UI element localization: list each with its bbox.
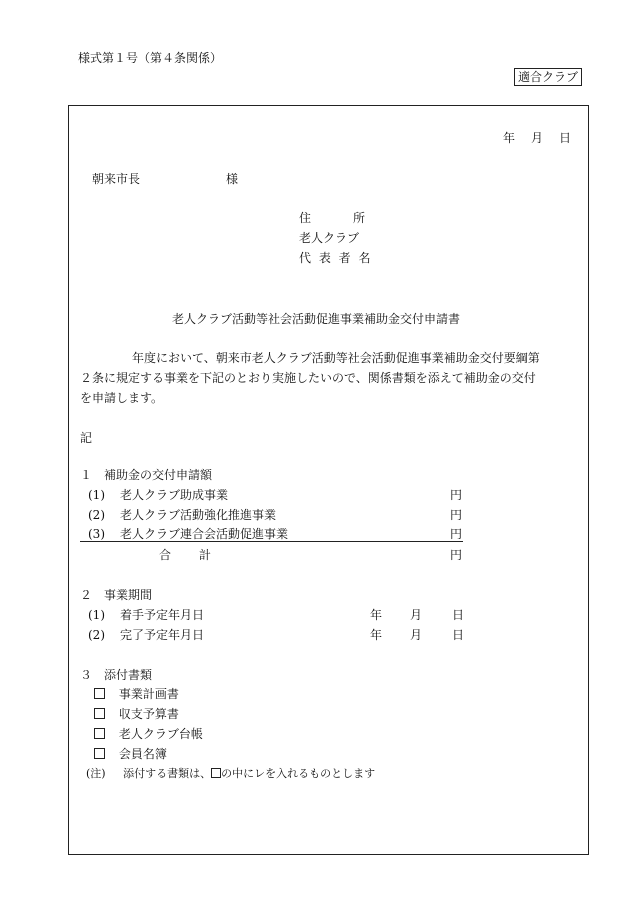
address-label-1: 住 xyxy=(299,211,312,225)
body-paragraph xyxy=(80,348,588,408)
section1-item2-unit: 円 xyxy=(450,508,463,522)
checkbox-symbol-icon xyxy=(211,768,221,778)
ki-marker: 記 xyxy=(80,431,93,445)
checkbox[interactable] xyxy=(94,748,105,759)
section2-item2-month: 月 xyxy=(410,628,423,642)
section3-heading: ３ 添付書類 xyxy=(80,668,153,682)
section2-item2-num: (2) xyxy=(88,628,105,642)
checkbox[interactable] xyxy=(94,688,105,699)
section1-item3-num: (3) xyxy=(88,527,105,541)
attachment-note xyxy=(86,766,375,782)
checkbox[interactable] xyxy=(94,728,105,739)
section2-item1-year: 年 xyxy=(370,608,383,622)
total-label-2: 計 xyxy=(199,548,212,562)
section1-item2-label: 老人クラブ活動強化推進事業 xyxy=(120,508,277,522)
section1-heading: １ 補助金の交付申請額 xyxy=(80,468,213,482)
addressee-name: 朝来市長 xyxy=(92,172,141,186)
section2-item1-day: 日 xyxy=(452,608,465,622)
note-text-pre: 添付する書類は、 xyxy=(123,767,212,780)
club-type-badge: 適合クラブ xyxy=(514,68,582,86)
date-day: 日 xyxy=(559,131,572,145)
section1-item3-label: 老人クラブ連合会活動促進事業 xyxy=(120,527,289,541)
section1-item2-num: (2) xyxy=(88,508,105,522)
section1-item3-unit: 円 xyxy=(450,527,463,541)
body-line-2: ２条に規定する事業を下記のとおり実施したいので、関係書類を添えて補助金の交付 xyxy=(80,371,536,385)
section2-item1-num: (1) xyxy=(88,608,105,622)
document-title: 老人クラブ活動等社会活動促進事業補助金交付申請書 xyxy=(172,312,461,326)
section2-item2-label: 完了予定年月日 xyxy=(120,628,205,642)
body-line-1: 年度において、朝来市老人クラブ活動等社会活動促進事業補助金交付要綱第 xyxy=(132,351,540,365)
attachment-label: 会員名簿 xyxy=(118,747,167,761)
attachment-item[interactable] xyxy=(94,706,179,722)
attachment-item[interactable] xyxy=(94,686,179,702)
form-number: 様式第１号（第４条関係） xyxy=(78,51,223,65)
checkbox[interactable] xyxy=(94,708,105,719)
note-text-post: の中にレを入れるものとします xyxy=(221,767,376,780)
attachment-item[interactable] xyxy=(94,726,203,742)
date-year: 年 xyxy=(503,131,516,145)
attachment-item[interactable] xyxy=(94,746,167,762)
addressee-honorific: 様 xyxy=(226,172,239,186)
attachment-label: 老人クラブ台帳 xyxy=(118,727,203,741)
representative-label: 代 表 者 名 xyxy=(299,251,373,265)
section1-item1-num: (1) xyxy=(88,488,105,502)
total-unit: 円 xyxy=(450,548,463,562)
total-divider xyxy=(80,541,463,542)
attachment-label: 収支予算書 xyxy=(118,707,179,721)
section2-item1-month: 月 xyxy=(410,608,423,622)
total-label-1: 合 xyxy=(159,548,172,562)
section2-item2-day: 日 xyxy=(452,628,465,642)
section1-item1-label: 老人クラブ助成事業 xyxy=(120,488,229,502)
body-line-3: を申請します。 xyxy=(80,391,164,405)
section2-item2-year: 年 xyxy=(370,628,383,642)
section1-item1-unit: 円 xyxy=(450,488,463,502)
note-label: (注) xyxy=(86,767,106,780)
attachment-label: 事業計画書 xyxy=(118,687,179,701)
section2-item1-label: 着手予定年月日 xyxy=(120,608,205,622)
section2-heading: ２ 事業期間 xyxy=(80,588,153,602)
date-month: 月 xyxy=(531,131,544,145)
address-label-2: 所 xyxy=(353,211,366,225)
club-label: 老人クラブ xyxy=(299,231,360,245)
